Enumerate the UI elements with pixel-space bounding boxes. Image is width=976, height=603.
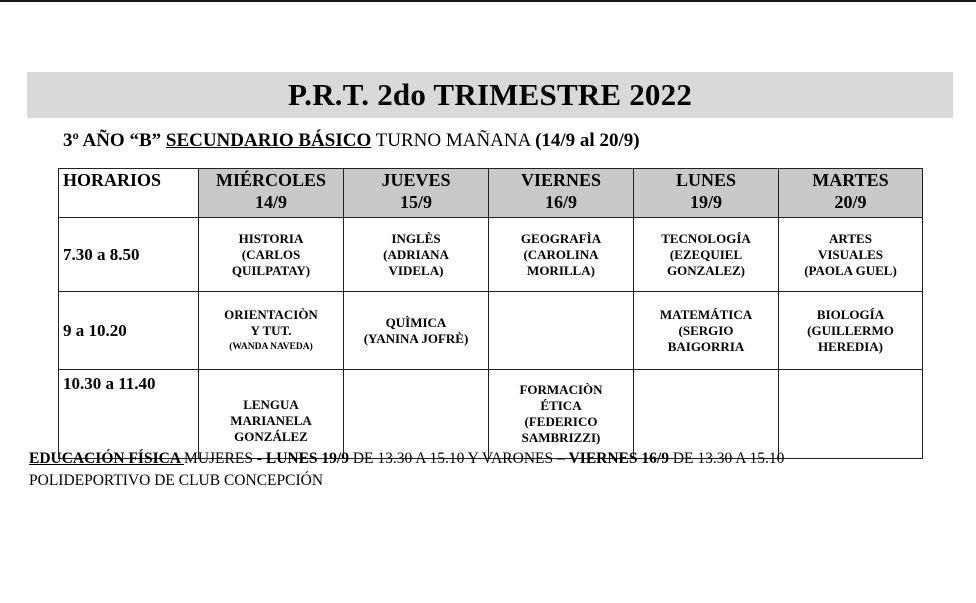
class-cell: ARTES VISUALES (PAOLA GUEL): [779, 218, 923, 292]
header-day-miercoles: MIÉRCOLES 14/9: [199, 169, 344, 218]
header-day-jueves: JUEVES 15/9: [344, 169, 489, 218]
empty-cell: [489, 292, 634, 370]
pe-day-men: VIERNES 16/9: [568, 450, 669, 467]
pe-location: POLIDEPORTIVO DE CLUB CONCEPCIÓN: [29, 472, 324, 489]
pe-day-women: LUNES 19/9: [265, 450, 349, 467]
class-cell: GEOGRAFÌA (CAROLINA MORILLA): [489, 218, 634, 292]
header-day-martes: MARTES 20/9: [779, 169, 923, 218]
course-name: 3º AÑO “B”: [63, 130, 162, 151]
course-shift: TURNO MAÑANA: [375, 130, 531, 151]
class-cell: FORMACIÒN ÉTICA (FEDERICO SAMBRIZZI): [489, 370, 634, 459]
page-title: P.R.T. 2do TRIMESTRE 2022: [287, 77, 693, 112]
top-border-line: [0, 0, 976, 2]
time-slot: 9 a 10.20: [59, 292, 199, 370]
header-day-lunes: LUNES 19/9: [634, 169, 779, 218]
pe-schedule-note: [29, 450, 784, 468]
table-row: [59, 218, 923, 292]
table-row: [59, 370, 923, 459]
pe-text: DE 13.30 A 15.10 Y VARONES –: [348, 450, 569, 467]
class-cell: HISTORIA (CARLOS QUILPATAY): [199, 218, 344, 292]
class-cell: TECNOLOGÍA (EZEQUIEL GONZALEZ): [634, 218, 779, 292]
course-subtitle: [63, 130, 640, 152]
empty-cell: [634, 370, 779, 459]
class-cell: BIOLOGÍA (GUILLERMO HEREDIA): [779, 292, 923, 370]
time-slot: 7.30 a 8.50: [59, 218, 199, 292]
schedule-table: [58, 168, 923, 459]
class-cell: ORIENTACIÒN Y TUT. (WANDA NAVEDA): [199, 292, 344, 370]
pe-text: MUJERES -: [184, 450, 266, 467]
title-banner: [27, 72, 953, 118]
header-day-viernes: VIERNES 16/9: [489, 169, 634, 218]
pe-text: DE 13.30 A 15.10: [668, 450, 785, 467]
class-cell: QUÌMICA (YANINA JOFRÈ): [344, 292, 489, 370]
table-header-row: [59, 169, 923, 218]
empty-cell: [779, 370, 923, 459]
empty-cell: [344, 370, 489, 459]
pe-label: EDUCACIÓN FÍSICA: [29, 450, 185, 467]
header-horarios: HORARIOS: [59, 169, 199, 218]
class-cell: LENGUA MARIANELA GONZÁLEZ: [199, 370, 344, 459]
class-cell: INGLÈS (ADRIANA VIDELA): [344, 218, 489, 292]
course-dates: (14/9 al 20/9): [535, 130, 640, 151]
course-level: SECUNDARIO BÁSICO: [165, 130, 372, 151]
time-slot: 10.30 a 11.40: [59, 370, 199, 459]
class-cell: MATEMÁTICA (SERGIO BAIGORRIA: [634, 292, 779, 370]
table-row: [59, 292, 923, 370]
